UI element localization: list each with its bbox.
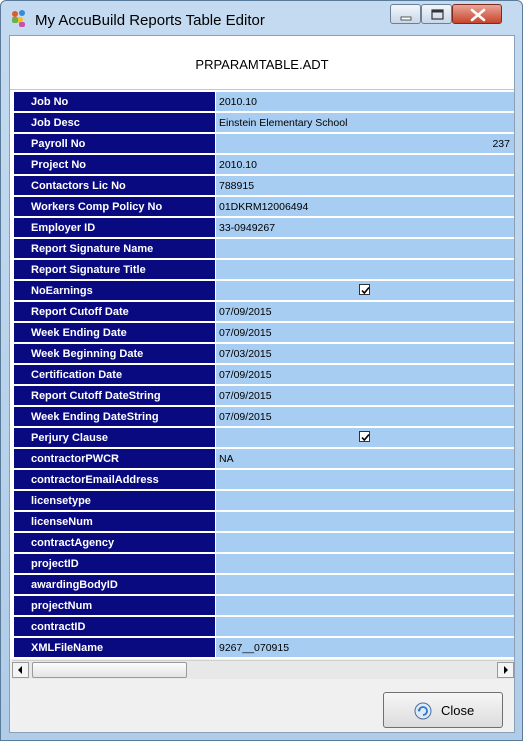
checkmark-icon — [360, 285, 371, 296]
row-key: Week Ending DateString — [14, 407, 215, 427]
table-row — [14, 134, 514, 155]
table-row — [14, 197, 514, 218]
table-row — [14, 512, 514, 533]
table-row — [14, 113, 514, 134]
table-row — [14, 218, 514, 239]
table-row — [14, 260, 514, 281]
row-key: Report Signature Name — [14, 239, 215, 259]
close-button[interactable] — [383, 692, 503, 728]
table-row — [14, 449, 514, 470]
row-key: Certification Date — [14, 365, 215, 385]
row-key: Job No — [14, 92, 215, 112]
row-value[interactable] — [216, 533, 514, 553]
row-key: Job Desc — [14, 113, 215, 133]
row-value[interactable]: 07/09/2015 — [216, 407, 514, 427]
row-value[interactable] — [216, 575, 514, 595]
row-value[interactable]: 788915 — [216, 176, 514, 196]
title-bar[interactable] — [1, 1, 522, 35]
row-key: Report Signature Title — [14, 260, 215, 280]
table-row — [14, 407, 514, 428]
row-checkbox[interactable] — [359, 284, 370, 295]
table-row — [14, 596, 514, 617]
minimize-button[interactable] — [390, 4, 421, 24]
row-key: contractAgency — [14, 533, 215, 553]
table-row — [14, 554, 514, 575]
scroll-thumb[interactable] — [32, 662, 187, 678]
row-key: awardingBodyID — [14, 575, 215, 595]
row-key: contractID — [14, 617, 215, 637]
row-key: projectID — [14, 554, 215, 574]
row-key: Report Cutoff DateString — [14, 386, 215, 406]
row-key: NoEarnings — [14, 281, 215, 301]
row-checkbox[interactable] — [359, 431, 370, 442]
table-row — [14, 365, 514, 386]
checkmark-icon — [360, 432, 371, 443]
row-key: Week Ending Date — [14, 323, 215, 343]
row-value[interactable]: 2010.10 — [216, 155, 514, 175]
row-value[interactable] — [216, 491, 514, 511]
maximize-button[interactable] — [421, 4, 452, 24]
close-button-label: Close — [441, 703, 475, 718]
row-value[interactable]: 01DKRM12006494 — [216, 197, 514, 217]
row-value[interactable]: 07/03/2015 — [216, 344, 514, 364]
table-row — [14, 323, 514, 344]
row-value[interactable] — [216, 554, 514, 574]
table-row — [14, 344, 514, 365]
table-row — [14, 638, 514, 659]
table-row — [14, 302, 514, 323]
table-row — [14, 386, 514, 407]
row-key: Week Beginning Date — [14, 344, 215, 364]
close-x-icon — [453, 5, 503, 25]
table-row — [14, 533, 514, 554]
table-row — [14, 617, 514, 638]
table-row — [14, 155, 514, 176]
row-key: projectNum — [14, 596, 215, 616]
row-value[interactable] — [216, 281, 514, 301]
refresh-close-icon — [414, 702, 432, 720]
row-value[interactable]: 07/09/2015 — [216, 302, 514, 322]
row-value[interactable]: 07/09/2015 — [216, 323, 514, 343]
minimize-icon — [391, 5, 422, 25]
row-value[interactable] — [216, 260, 514, 280]
horizontal-scrollbar[interactable] — [12, 660, 514, 679]
row-key: licenseNum — [14, 512, 215, 532]
row-key: Payroll No — [14, 134, 215, 154]
scroll-right-button[interactable] — [497, 662, 514, 678]
arrow-left-icon — [13, 663, 28, 677]
row-value[interactable] — [216, 428, 514, 448]
client-area — [9, 35, 515, 733]
row-key: XMLFileName — [14, 638, 215, 658]
row-value[interactable]: 2010.10 — [216, 92, 514, 112]
scroll-left-button[interactable] — [12, 662, 29, 678]
row-key: contractorEmailAddress — [14, 470, 215, 490]
close-window-button[interactable] — [452, 4, 502, 24]
row-value[interactable]: 07/09/2015 — [216, 365, 514, 385]
table-row — [14, 92, 514, 113]
table-row — [14, 575, 514, 596]
row-key: Contactors Lic No — [14, 176, 215, 196]
app-people-icon — [10, 9, 28, 27]
table-row — [14, 491, 514, 512]
row-value[interactable] — [216, 239, 514, 259]
row-key: Workers Comp Policy No — [14, 197, 215, 217]
row-key: Perjury Clause — [14, 428, 215, 448]
row-value[interactable]: Einstein Elementary School — [216, 113, 514, 133]
row-value[interactable]: 07/09/2015 — [216, 386, 514, 406]
row-key: Report Cutoff Date — [14, 302, 215, 322]
row-value[interactable] — [216, 617, 514, 637]
table-row — [14, 281, 514, 302]
table-filename: PRPARAMTABLE.ADT — [195, 57, 329, 72]
row-value[interactable] — [216, 596, 514, 616]
arrow-right-icon — [498, 663, 513, 677]
table-row — [14, 428, 514, 449]
table-row — [14, 239, 514, 260]
row-key: Employer ID — [14, 218, 215, 238]
maximize-icon — [422, 5, 453, 25]
table-row — [14, 176, 514, 197]
row-value[interactable]: NA — [216, 449, 514, 469]
grid-area — [10, 90, 514, 659]
row-value[interactable] — [216, 512, 514, 532]
row-value[interactable]: 9267__070915 — [216, 638, 514, 658]
row-key: licensetype — [14, 491, 215, 511]
row-value[interactable]: 237 — [216, 134, 514, 154]
row-value[interactable] — [216, 470, 514, 490]
row-key: contractorPWCR — [14, 449, 215, 469]
window-title: My AccuBuild Reports Table Editor — [35, 12, 265, 29]
row-key: Project No — [14, 155, 215, 175]
table-header — [10, 36, 514, 90]
row-value[interactable]: 33-0949267 — [216, 218, 514, 238]
table-row — [14, 470, 514, 491]
